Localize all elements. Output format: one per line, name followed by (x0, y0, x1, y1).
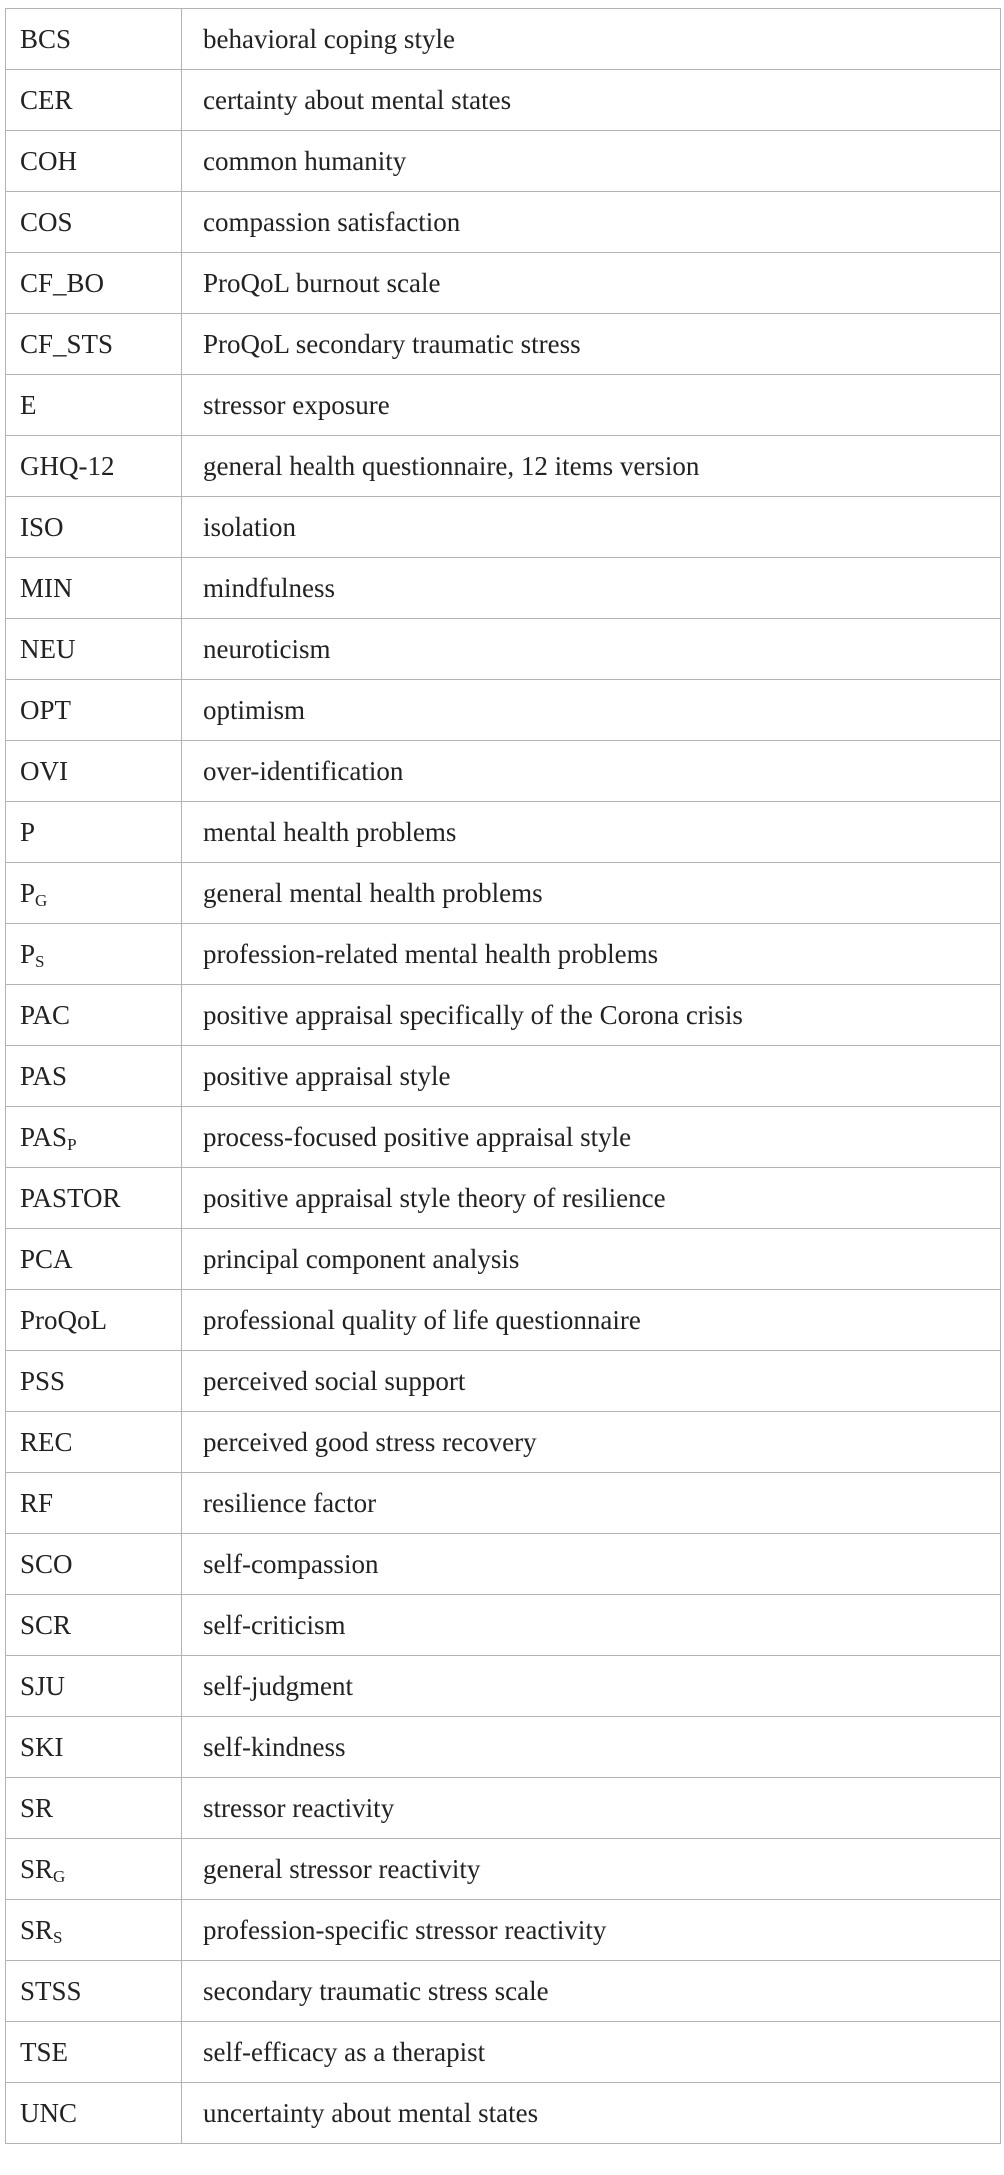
abbreviation-text: PAC (20, 999, 71, 1030)
definition-cell: over-identification (182, 741, 1001, 802)
table-row (6, 436, 1001, 497)
abbreviation-text: CF_STS (20, 328, 114, 359)
table-row (6, 1778, 1001, 1839)
definition-cell: profession-specific stressor reactivity (182, 1900, 1001, 1961)
abbreviation-subscript: S (35, 951, 45, 971)
abbreviation-cell (6, 1290, 182, 1351)
definition-cell: common humanity (182, 131, 1001, 192)
table-row (6, 9, 1001, 70)
table-row (6, 1717, 1001, 1778)
definition-cell: mental health problems (182, 802, 1001, 863)
definition-cell: perceived good stress recovery (182, 1412, 1001, 1473)
abbreviations-table-body (6, 9, 1001, 2144)
definition-cell: positive appraisal style (182, 1046, 1001, 1107)
abbreviation-text: PASTOR (20, 1182, 121, 1213)
abbreviation-subscript: G (35, 890, 48, 910)
table-row (6, 314, 1001, 375)
abbreviation-subscript: S (53, 1927, 63, 1947)
definition-cell: perceived social support (182, 1351, 1001, 1412)
definition-cell: neuroticism (182, 619, 1001, 680)
abbreviation-text: SR (20, 1914, 54, 1945)
abbreviation-cell (6, 314, 182, 375)
abbreviation-cell (6, 619, 182, 680)
abbreviation-text: UNC (20, 2097, 78, 2128)
table-row (6, 1656, 1001, 1717)
definition-cell: general health questionnaire, 12 items version (182, 436, 1001, 497)
abbreviation-cell (6, 1534, 182, 1595)
table-row (6, 1900, 1001, 1961)
abbreviation-text: P (20, 816, 36, 847)
abbreviation-text: GHQ-12 (20, 450, 115, 481)
table-row (6, 1961, 1001, 2022)
abbreviation-cell (6, 1778, 182, 1839)
table-row (6, 1351, 1001, 1412)
definition-cell: general stressor reactivity (182, 1839, 1001, 1900)
abbreviation-cell (6, 558, 182, 619)
definition-cell: self-judgment (182, 1656, 1001, 1717)
table-row (6, 1107, 1001, 1168)
abbreviation-cell (6, 741, 182, 802)
abbreviation-cell (6, 497, 182, 558)
abbreviation-text: ISO (20, 511, 64, 542)
definition-cell: professional quality of life questionnaire (182, 1290, 1001, 1351)
abbreviation-cell (6, 802, 182, 863)
abbreviation-text: P (20, 938, 36, 969)
table-row (6, 1534, 1001, 1595)
table-row (6, 1473, 1001, 1534)
abbreviation-cell (6, 1656, 182, 1717)
table-row (6, 1839, 1001, 1900)
abbreviation-text: COS (20, 206, 73, 237)
table-row (6, 741, 1001, 802)
abbreviation-text: PSS (20, 1365, 66, 1396)
table-row (6, 70, 1001, 131)
table-row (6, 497, 1001, 558)
table-row (6, 1595, 1001, 1656)
abbreviation-text: P (20, 877, 36, 908)
abbreviation-cell (6, 680, 182, 741)
abbreviation-cell (6, 1717, 182, 1778)
abbreviation-cell (6, 131, 182, 192)
definition-cell: stressor reactivity (182, 1778, 1001, 1839)
definition-cell: stressor exposure (182, 375, 1001, 436)
definition-cell: behavioral coping style (182, 9, 1001, 70)
table-row (6, 558, 1001, 619)
abbreviation-text: COH (20, 145, 78, 176)
abbreviation-cell (6, 1900, 182, 1961)
abbreviation-text: RF (20, 1487, 54, 1518)
abbreviation-cell (6, 1595, 182, 1656)
table-row (6, 1168, 1001, 1229)
abbreviation-cell (6, 1412, 182, 1473)
definition-cell: certainty about mental states (182, 70, 1001, 131)
table-row (6, 1290, 1001, 1351)
definition-cell: principal component analysis (182, 1229, 1001, 1290)
abbreviation-text: SR (20, 1853, 54, 1884)
definition-cell: self-kindness (182, 1717, 1001, 1778)
definition-cell: positive appraisal style theory of resilience (182, 1168, 1001, 1229)
abbreviation-cell (6, 253, 182, 314)
table-row (6, 802, 1001, 863)
abbreviation-text: SJU (20, 1670, 66, 1701)
table-row (6, 863, 1001, 924)
abbreviation-cell (6, 375, 182, 436)
table-row (6, 192, 1001, 253)
abbreviation-text: OPT (20, 694, 72, 725)
abbreviation-text: MIN (20, 572, 73, 603)
abbreviation-text: SCR (20, 1609, 72, 1640)
abbreviation-text: E (20, 389, 37, 420)
definition-cell: uncertainty about mental states (182, 2083, 1001, 2144)
abbreviation-cell (6, 985, 182, 1046)
abbreviation-text: SR (20, 1792, 54, 1823)
abbreviation-cell (6, 70, 182, 131)
definition-cell: ProQoL secondary traumatic stress (182, 314, 1001, 375)
abbreviation-text: TSE (20, 2036, 69, 2067)
abbreviation-cell (6, 436, 182, 497)
table-row (6, 924, 1001, 985)
abbreviation-text: ProQoL (20, 1304, 107, 1335)
abbreviation-cell (6, 1473, 182, 1534)
table-row (6, 2083, 1001, 2144)
abbreviation-cell (6, 1107, 182, 1168)
abbreviations-table (5, 8, 1001, 2144)
abbreviation-text: OVI (20, 755, 68, 786)
abbreviation-text: BCS (20, 23, 72, 54)
abbreviation-text: CER (20, 84, 73, 115)
definition-cell: process-focused positive appraisal style (182, 1107, 1001, 1168)
abbreviation-cell (6, 1351, 182, 1412)
definition-cell: positive appraisal specifically of the Corona crisis (182, 985, 1001, 1046)
table-row (6, 985, 1001, 1046)
abbreviation-text: PAS (20, 1121, 68, 1152)
table-row (6, 619, 1001, 680)
definition-cell: mindfulness (182, 558, 1001, 619)
definition-cell: isolation (182, 497, 1001, 558)
abbreviation-text: PAS (20, 1060, 68, 1091)
definition-cell: optimism (182, 680, 1001, 741)
abbreviation-cell (6, 1229, 182, 1290)
definition-cell: general mental health problems (182, 863, 1001, 924)
table-row (6, 1046, 1001, 1107)
abbreviation-cell (6, 1961, 182, 2022)
abbreviation-text: STSS (20, 1975, 82, 2006)
table-row (6, 1412, 1001, 1473)
definition-cell: self-criticism (182, 1595, 1001, 1656)
abbreviation-text: NEU (20, 633, 76, 664)
abbreviation-text: REC (20, 1426, 73, 1457)
abbreviation-cell (6, 2022, 182, 2083)
abbreviation-cell (6, 1046, 182, 1107)
definition-cell: secondary traumatic stress scale (182, 1961, 1001, 2022)
definition-cell: resilience factor (182, 1473, 1001, 1534)
abbreviation-text: SCO (20, 1548, 73, 1579)
abbreviation-subscript: P (67, 1134, 77, 1154)
table-row (6, 131, 1001, 192)
abbreviation-cell (6, 1839, 182, 1900)
table-row (6, 253, 1001, 314)
table-row (6, 375, 1001, 436)
abbreviation-text: CF_BO (20, 267, 105, 298)
abbreviation-cell (6, 1168, 182, 1229)
abbreviation-cell (6, 2083, 182, 2144)
abbreviation-subscript: G (53, 1866, 66, 1886)
abbreviation-text: PCA (20, 1243, 73, 1274)
definition-cell: self-compassion (182, 1534, 1001, 1595)
table-row (6, 680, 1001, 741)
definition-cell: self-efficacy as a therapist (182, 2022, 1001, 2083)
table-row (6, 2022, 1001, 2083)
abbreviation-cell (6, 863, 182, 924)
abbreviation-cell (6, 924, 182, 985)
definition-cell: profession-related mental health problems (182, 924, 1001, 985)
definition-cell: compassion satisfaction (182, 192, 1001, 253)
abbreviation-cell (6, 192, 182, 253)
table-row (6, 1229, 1001, 1290)
abbreviation-text: SKI (20, 1731, 64, 1762)
abbreviation-cell (6, 9, 182, 70)
definition-cell: ProQoL burnout scale (182, 253, 1001, 314)
